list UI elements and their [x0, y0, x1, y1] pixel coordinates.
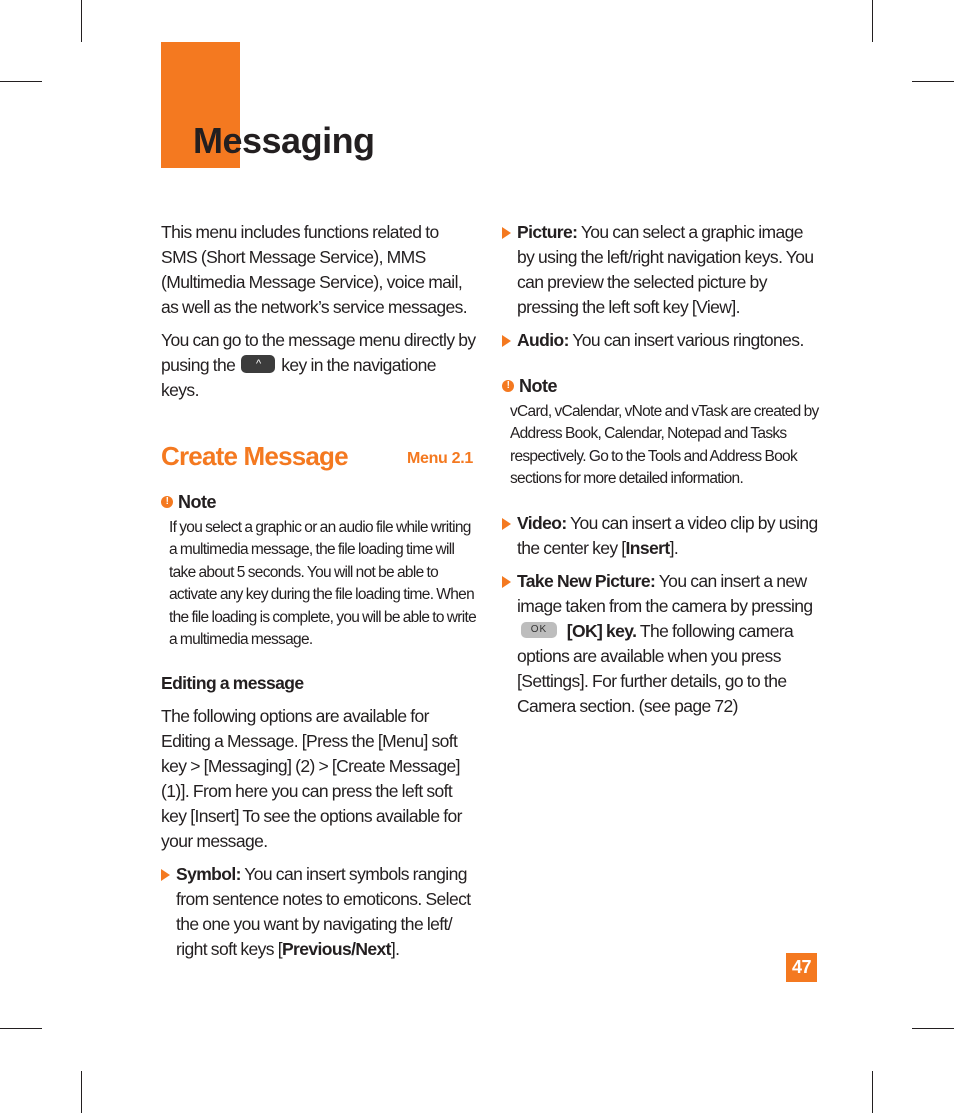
bullet-label: Picture:	[517, 222, 578, 242]
right-column	[502, 220, 822, 727]
crop-mark	[0, 1028, 42, 1029]
editing-heading: Editing a message	[161, 673, 304, 694]
crop-mark	[912, 1028, 954, 1029]
ok-key-icon: OK	[521, 622, 557, 638]
arrow-right-icon	[161, 869, 170, 881]
note-box	[502, 375, 822, 491]
intro-shortcut-paragraph	[161, 328, 477, 403]
crop-mark	[0, 81, 42, 82]
bullet-video	[502, 511, 822, 561]
bullet-bold-text: Previous/Next	[281, 939, 391, 960]
arrow-right-icon	[502, 335, 511, 347]
intro-shortcut-text: You can go to the message menu directly by pusing the	[161, 330, 476, 375]
intro-paragraph: This menu includes functions related to SMS (Short Message Service), MMS (Multimedia Message Service), voice mail, as well as the network’s service messages.	[161, 222, 468, 317]
page-title: Messaging	[193, 120, 375, 161]
arrow-right-icon	[502, 227, 511, 239]
note-heading	[161, 491, 477, 513]
page-number: 47	[786, 953, 817, 982]
note-text: vCard, vCalendar, vNote and vTask are created by Address Book, Calendar, Notepad and Tasks respectively. Go to the Tools and Address Book sections for more detailed information.	[510, 403, 819, 488]
editing-paragraph: The following options are available for Editing a Message. [Press the [Menu] soft key > [Messaging] (2) > [Create Message] (1)]. From here you can press the left soft key [Insert] To see the options available for your message.	[161, 706, 462, 852]
note-heading	[502, 375, 822, 397]
bullet-label: Symbol:	[176, 864, 241, 885]
exclamation-icon: !	[161, 496, 173, 508]
note-box	[161, 491, 477, 651]
bullet-bold-text: [OK] key.	[566, 620, 637, 641]
bullet-text-end: The following camera options are available when you press [Settings]. For further details, go to the Camera section. (see page 72)	[517, 620, 794, 716]
bullet-audio	[502, 328, 822, 353]
exclamation-icon: !	[502, 380, 514, 392]
bullet-label: Video:	[517, 512, 567, 533]
intro-shortcut-text-end: key in the navigatione keys.	[161, 355, 436, 400]
crop-mark	[81, 0, 82, 42]
note-label: Note	[178, 492, 216, 512]
bullet-picture	[502, 220, 822, 320]
note-label: Note	[519, 376, 557, 396]
bullet-symbol	[161, 862, 477, 962]
nav-up-key-icon: ^	[241, 355, 275, 373]
crop-mark	[81, 1071, 82, 1113]
left-column	[161, 220, 477, 970]
bullet-bold-text: Insert	[625, 537, 670, 558]
bullet-text-end: ].	[669, 537, 679, 558]
section-header	[161, 441, 477, 471]
bullet-text: You can insert various ringtones.	[572, 330, 804, 350]
menu-reference: Menu 2.1	[406, 450, 473, 467]
bullet-take-new-picture	[502, 569, 822, 719]
arrow-right-icon	[502, 576, 511, 588]
section-title: Create Message	[161, 441, 348, 471]
crop-mark	[912, 81, 954, 82]
bullet-text: You can insert a new image taken from the camera by pressing	[517, 570, 813, 616]
bullet-text: You can insert symbols ranging from sentence notes to emoticons. Select the one you want by navigating the left/ right soft keys [	[176, 864, 471, 960]
bullet-text: You can select a graphic image by using the left/right navigation keys. You can preview the selected picture by pressing the left soft key [View].	[517, 222, 814, 317]
bullet-text-end: ].	[390, 939, 400, 960]
crop-mark	[872, 1071, 873, 1113]
note-text: If you select a graphic or an audio file while writing a multimedia message, the file loading time will take about 5 seconds. You will not be able to activate any key during the file loading time. When the file loading is complete, you will be able to write a multimedia message.	[169, 519, 477, 649]
bullet-label: Take New Picture:	[517, 570, 656, 591]
bullet-label: Audio:	[517, 330, 569, 350]
crop-mark	[872, 0, 873, 42]
bullet-text: You can insert a video clip by using the center key [	[517, 512, 818, 558]
arrow-right-icon	[502, 518, 511, 530]
